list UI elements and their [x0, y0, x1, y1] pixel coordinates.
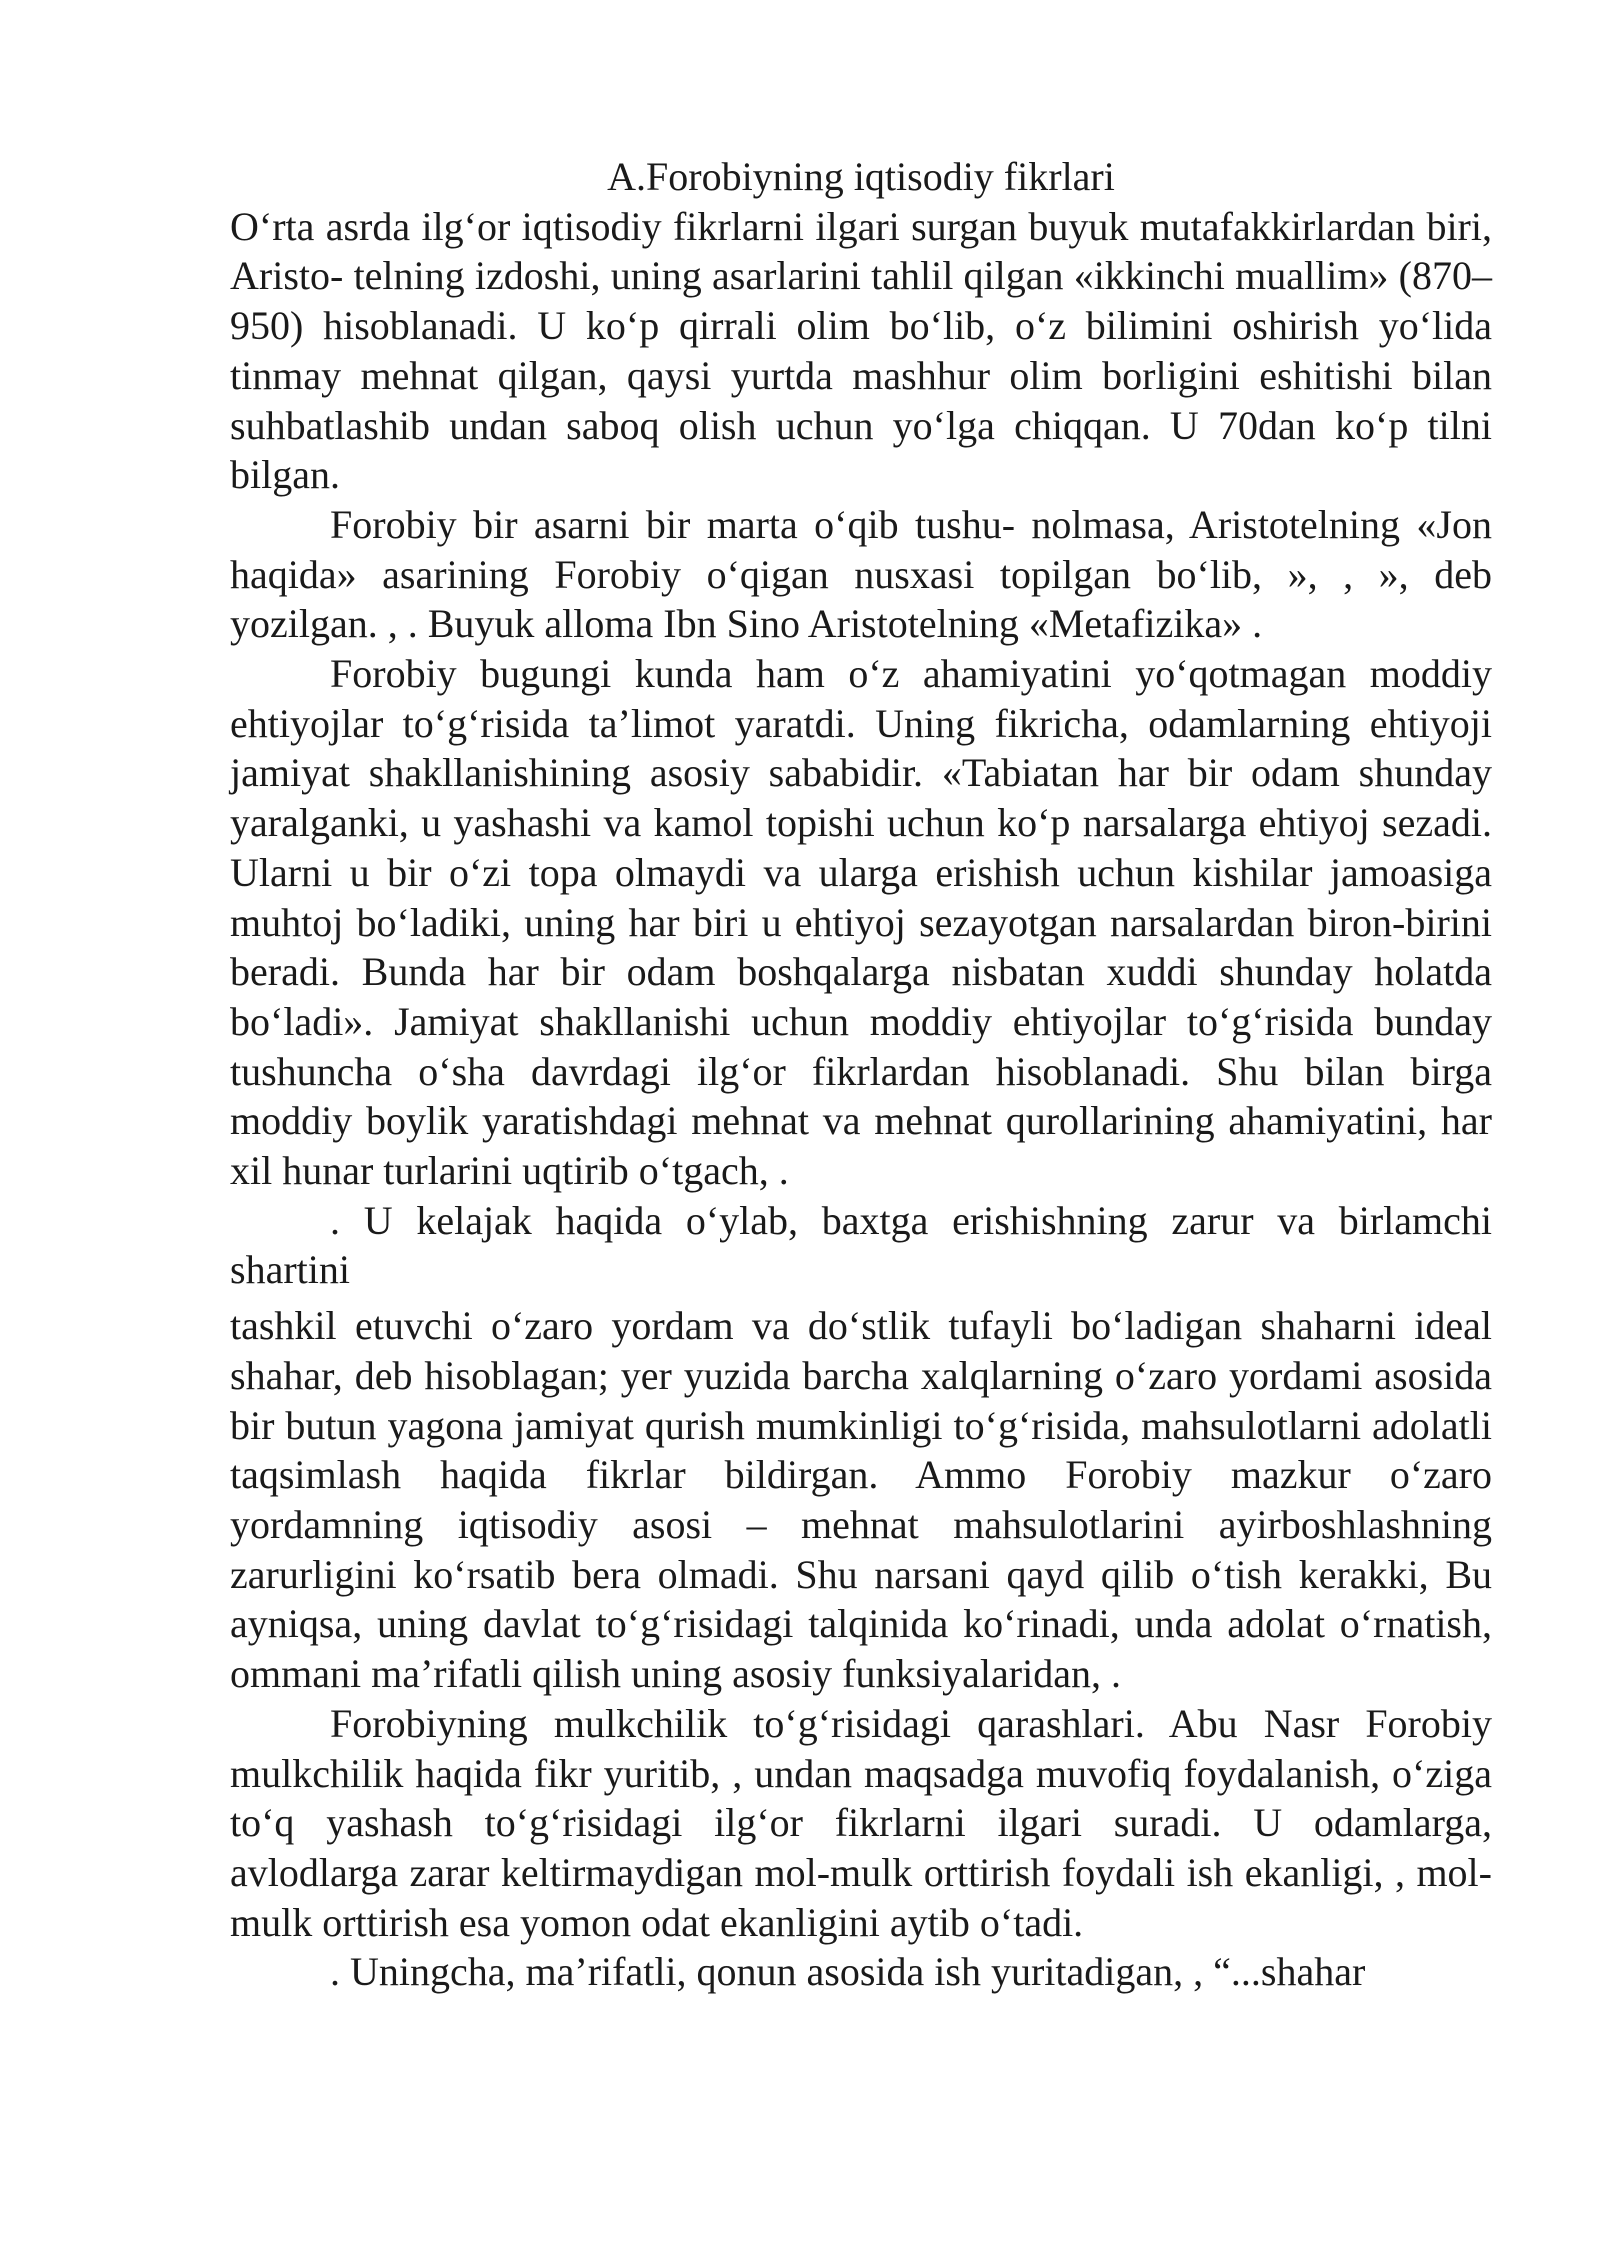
paragraph-6: Forobiyning mulkchilik to‘g‘risidagi qarashlari. Abu Nasr Forobiy mulkchilik haqida fikr yuritib, , undan maqsadga muvofiq foydalanish, o‘ziga to‘q yashash to‘g‘risidagi ilg‘or fikrlarni ilgari suradi. U odamlarga, avlodlarga zarar keltirmaydigan mol-mulk orttirish foydali ish ekanligi, , mol-mulk orttirish esa yomon odat ekanligini aytib o‘tadi. [230, 1700, 1492, 1945]
paragraph-1: O‘rta asrda ilg‘or iqtisodiy fikrlarni ilgari surgan buyuk mutafakkirlardan biri, Aristo- telning izdoshi, uning asarlarini tahlil qilgan «ikkinchi muallim» (870– 950) hisoblanadi. U ko‘p qirrali olim bo‘lib, o‘z bilimini oshirish yo‘lida tinmay mehnat qilgan, qaysi yurtda mashhur olim borligini eshitishi bilan suhbatlashib undan saboq olish uchun yo‘lga chiqqan. U 70dan ko‘p tilni bilgan. [230, 203, 1492, 498]
paragraph-2: Forobiy bir asarni bir marta o‘qib tushu- nolmasa, Aristotelning «Jon haqida» asarining Forobiy o‘qigan nusxasi topilgan bo‘lib, », , », deb yozilgan. , . Buyuk alloma Ibn Sino Aristotelning «Metafizika» . [230, 501, 1492, 647]
paragraph-7: . Uningcha, ma’rifatli, qonun asosida ish yuritadigan, , “...shahar [330, 1949, 1366, 1995]
document-title: A.Forobiyning iqtisodiy fikrlari [607, 154, 1115, 199]
paragraph-5: tashkil etuvchi o‘zaro yordam va do‘stlik tufayli bo‘ladigan shaharni ideal shahar, deb hisoblagan; yer yuzida barcha xalqlarning o‘zaro yordami asosida bir butun yagona jamiyat qurish mumkinligi to‘g‘risida, mahsulotlarni adolatli taqsimlash haqida fikrlar bildirgan. Ammo Forobiy mazkur o‘zaro yordamning iqtisodiy asosi – mehnat mahsulotlarini ayirboshlashning zarurligini ko‘rsatib bera olmadi. Shu narsani qayd qilib o‘tish kerakki, Bu ayniqsa, uning davlat to‘g‘risidagi talqinida ko‘rinadi, unda adolat o‘rnatish, ommani ma’rifatli qilish uning asosiy funksiyalaridan, . [230, 1303, 1492, 1697]
document-page [230, 152, 1492, 1997]
paragraph-3: Forobiy bugungi kunda ham o‘z ahamiyatini yo‘qotmagan moddiy ehtiyojlar to‘g‘risida ta’limot yaratdi. Uning fikricha, odamlarning ehtiyoji jamiyat shakllanishining asosiy sababidir. «Tabiatan har bir odam shunday yaralganki, u yashashi va kamol topishi uchun ko‘p narsalarga ehtiyoj sezadi. Ularni u bir o‘zi topa olmaydi va ularga erishish uchun kishilar jamoasiga muhtoj bo‘ladiki, uning har biri u ehtiyoj sezayotgan narsalardan biron-birini beradi. Bunda har bir odam boshqalarga nisbatan xuddi shunday holatda bo‘ladi». Jamiyat shakllanishi uchun moddiy ehtiyojlar to‘g‘risida bunday tushuncha o‘sha davrdagi ilg‘or fikrlardan hisoblanadi. Shu bilan birga moddiy boylik yaratishdagi mehnat va mehnat qurollarining ahamiyatini, har xil hunar turlarini uqtirib o‘tgach, . [230, 651, 1492, 1194]
paragraph-4: . U kelajak haqida o‘ylab, baxtga erishishning zarur va birlamchi shartini [230, 1197, 1492, 1293]
